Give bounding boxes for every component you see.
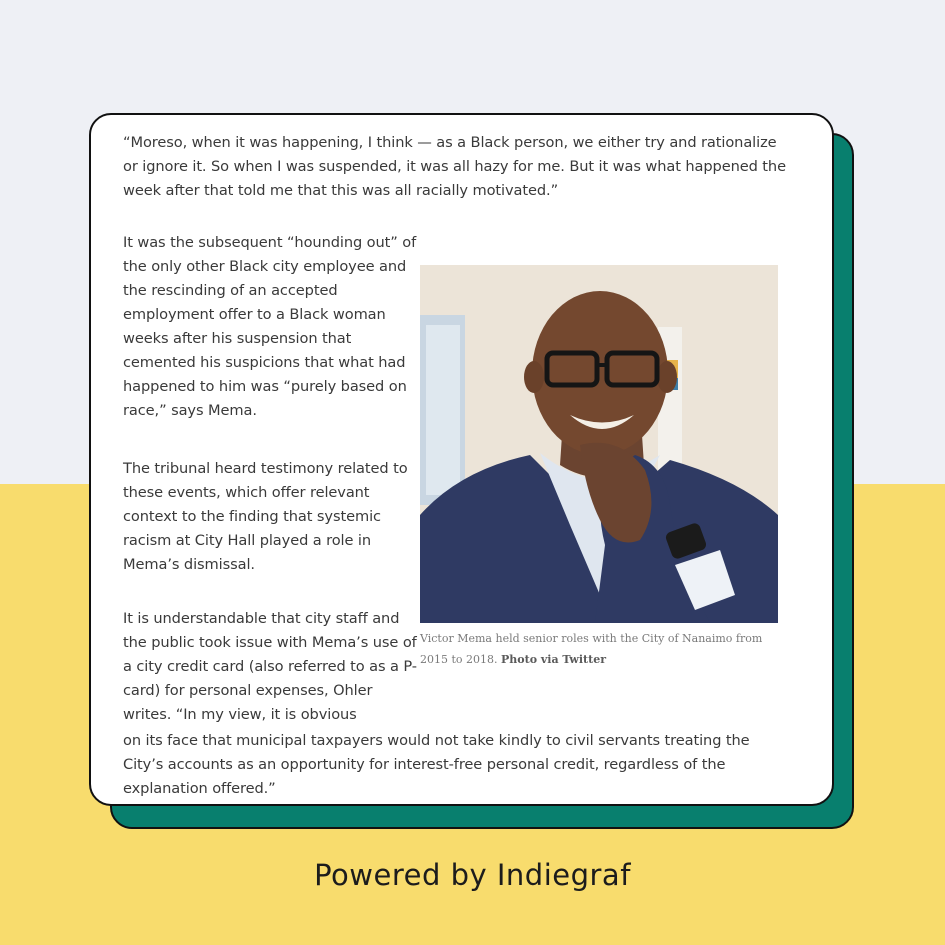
photo-caption xyxy=(420,628,790,670)
article-card xyxy=(89,113,834,806)
photo-caption-text: Victor Mema held senior roles with the City of Nanaimo from 2015 to 2018. xyxy=(420,632,763,666)
photo-credit: Photo via Twitter xyxy=(501,653,606,666)
article-paragraph-quote: “Moreso, when it was happening, I think — as a Black person, we either try and rationalize or ignore it. So when I was suspended, it was all hazy for me. But it was what happened the week after that told me that this was all racially motivated.” xyxy=(123,134,786,199)
article-paragraph: It is understandable that city staff and the public took issue with Mema’s use of a city credit card (also referred to as a P-card) for personal expenses, Ohler writes. “In my view, it is obvious xyxy=(123,610,417,723)
powered-by-footer: Powered by Indiegraf xyxy=(314,858,631,892)
article-paragraph: The tribunal heard testimony related to these events, which offer relevant context to the finding that systemic racism at City Hall played a role in Mema’s dismissal. xyxy=(123,460,408,573)
portrait-illustration xyxy=(420,265,778,623)
article-paragraph: It was the subsequent “hounding out” of the only other Black city employee and the rescinding of an accepted employment offer to a Black woman weeks after his suspension that cemented his suspicions that what had happened to him was “purely based on race,” says Mema. xyxy=(123,234,417,419)
article-paragraph: on its face that municipal taxpayers would not take kindly to civil servants treating the City’s accounts as an opportunity for interest-free personal credit, regardless of the explanation offered.” xyxy=(123,732,750,797)
portrait-photo xyxy=(420,265,778,623)
